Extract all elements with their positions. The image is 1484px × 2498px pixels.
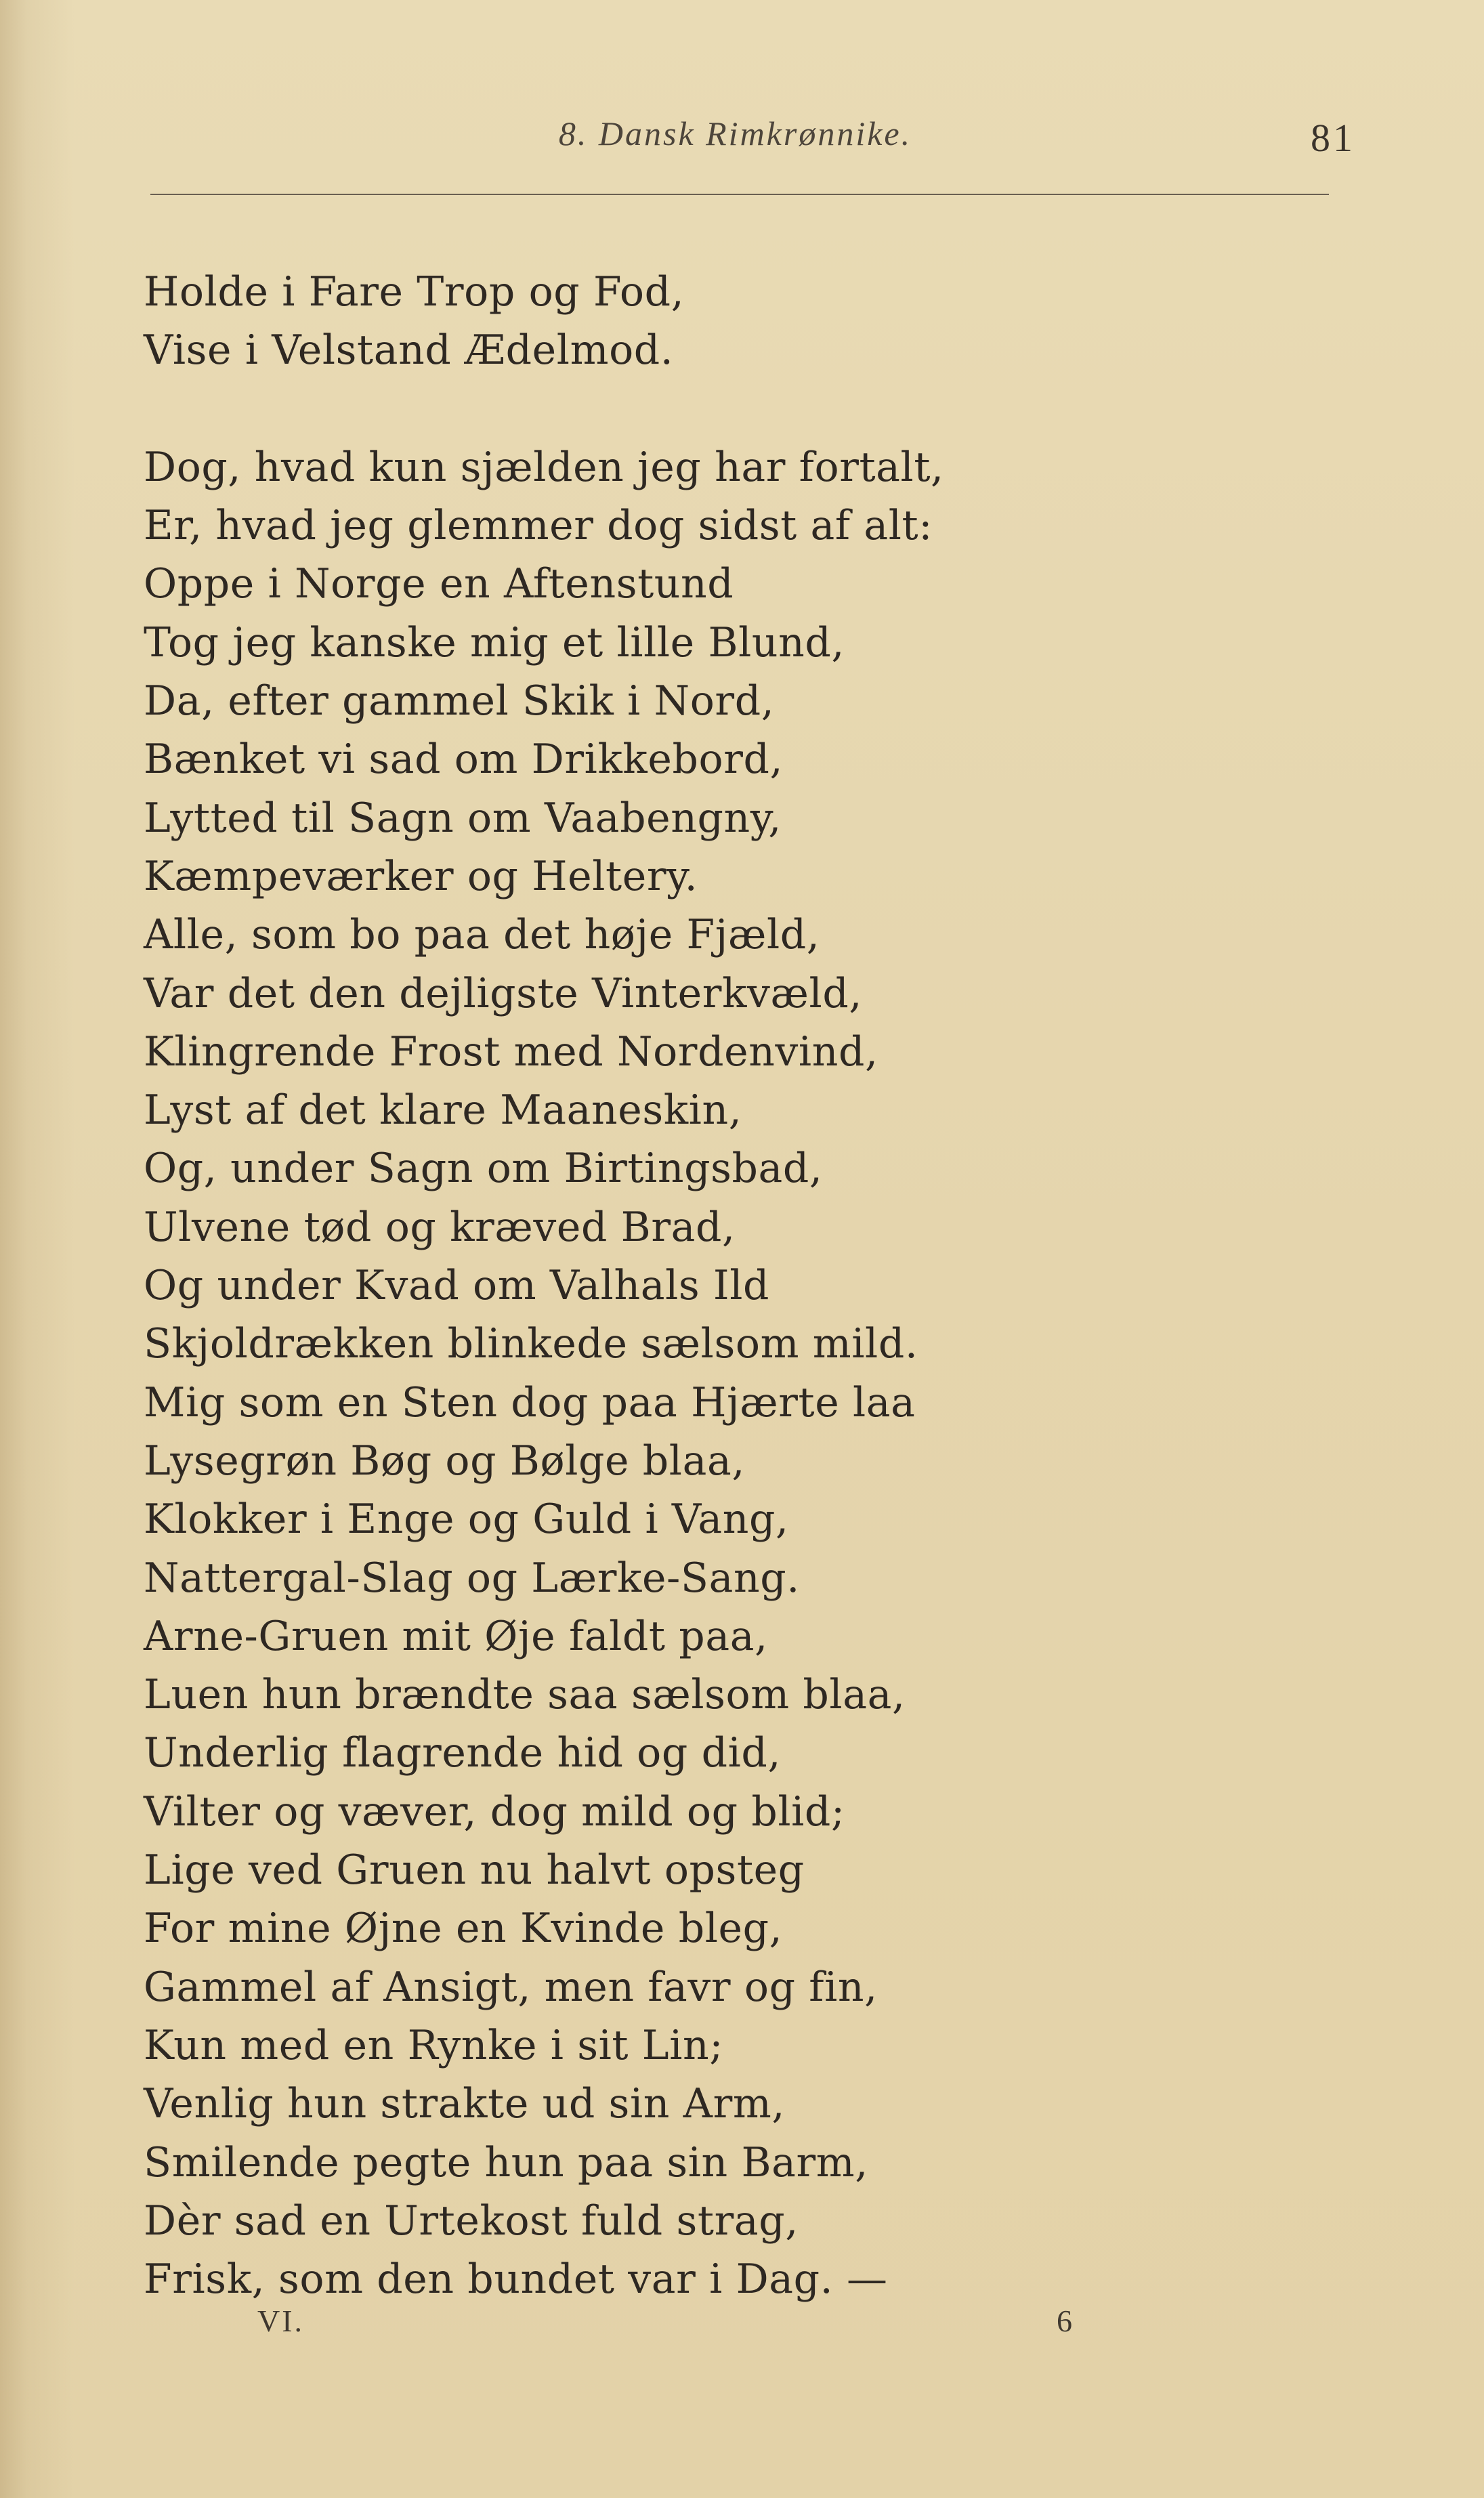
- poem-line: Underlig flagrende hid og did,: [144, 1729, 782, 1777]
- poem-line: Bænket vi sad om Drikkebord,: [144, 736, 784, 784]
- poem-line: For mine Øjne en Kvinde bleg,: [144, 1905, 783, 1953]
- poem-line: Dog, hvad kun sjælden jeg har fortalt,: [144, 443, 944, 491]
- poem-line: Lysegrøn Bøg og Bølge blaa,: [144, 1437, 746, 1485]
- poem-line: Luen hun brændte saa sælsom blaa,: [144, 1671, 906, 1719]
- poem-line: Og, under Sagn om Birtingsbad,: [144, 1145, 823, 1193]
- poem-line: Nattergal-Slag og Lærke-Sang.: [144, 1554, 800, 1602]
- poem-line: Dèr sad en Urtekost fuld strag,: [144, 2197, 799, 2245]
- poem-line: Lyst af det klare Maaneskin,: [144, 1086, 742, 1135]
- running-head: [149, 114, 1355, 161]
- poem-line: Er, hvad jeg glemmer dog sidst af alt:: [144, 502, 933, 550]
- poem-line: Vilter og væver, dog mild og blid;: [144, 1787, 845, 1836]
- poem-line: Kun med en Rynke i sit Lin;: [144, 2021, 724, 2069]
- poem-line: Smilende pegte hun paa sin Barm,: [144, 2138, 868, 2186]
- poem-line: Kæmpeværker og Heltery.: [144, 852, 698, 900]
- header-rule: [150, 194, 1329, 195]
- poem-line: Og under Kvad om Valhals Ild: [144, 1262, 770, 1310]
- running-title: 8. Dansk Rimkrønnike.: [558, 114, 912, 152]
- poem-line: Da, efter gammel Skik i Nord,: [144, 677, 775, 725]
- page-footer: [0, 2303, 1484, 2350]
- poem-line: Var det den dejligste Vinterkvæld,: [144, 969, 862, 1017]
- page-number: 81: [1311, 116, 1355, 160]
- poem-line: Klokker i Enge og Guld i Vang,: [144, 1496, 789, 1544]
- poem-line: Tog jeg kanske mig et lille Blund,: [144, 618, 845, 666]
- poem-line: Klingrende Frost med Nordenvind,: [144, 1028, 878, 1076]
- signature-mark: VI.: [257, 2304, 305, 2338]
- poem-line: Holde i Fare Trop og Fod,: [144, 268, 685, 316]
- poem-line: Gammel af Ansigt, men favr og fin,: [144, 1963, 878, 2011]
- poem-line: Lytted til Sagn om Vaabengny,: [144, 794, 782, 842]
- poem-line: Skjoldrækken blinkede sælsom mild.: [144, 1320, 918, 1368]
- poem-line: Lige ved Gruen nu halvt opsteg: [144, 1846, 805, 1894]
- poem-line: Ulvene tød og kræved Brad,: [144, 1203, 736, 1251]
- poem-text: [144, 263, 1295, 2308]
- stanza-gap: [144, 380, 1295, 438]
- poem-line: Mig som en Sten dog paa Hjærte laa: [144, 1378, 916, 1426]
- poem-line: Venlig hun strakte ud sin Arm,: [144, 2080, 786, 2128]
- poem-line: Vise i Velstand Ædelmod.: [144, 326, 674, 375]
- poem-line: Oppe i Norge en Aftenstund: [144, 560, 734, 608]
- poem-line: Alle, som bo paa det høje Fjæld,: [144, 911, 820, 959]
- poem-line: Arne-Gruen mit Øje faldt paa,: [144, 1612, 768, 1660]
- sheet-number: 6: [1057, 2304, 1072, 2338]
- poem-line: Frisk, som den bundet var i Dag. —: [144, 2256, 888, 2304]
